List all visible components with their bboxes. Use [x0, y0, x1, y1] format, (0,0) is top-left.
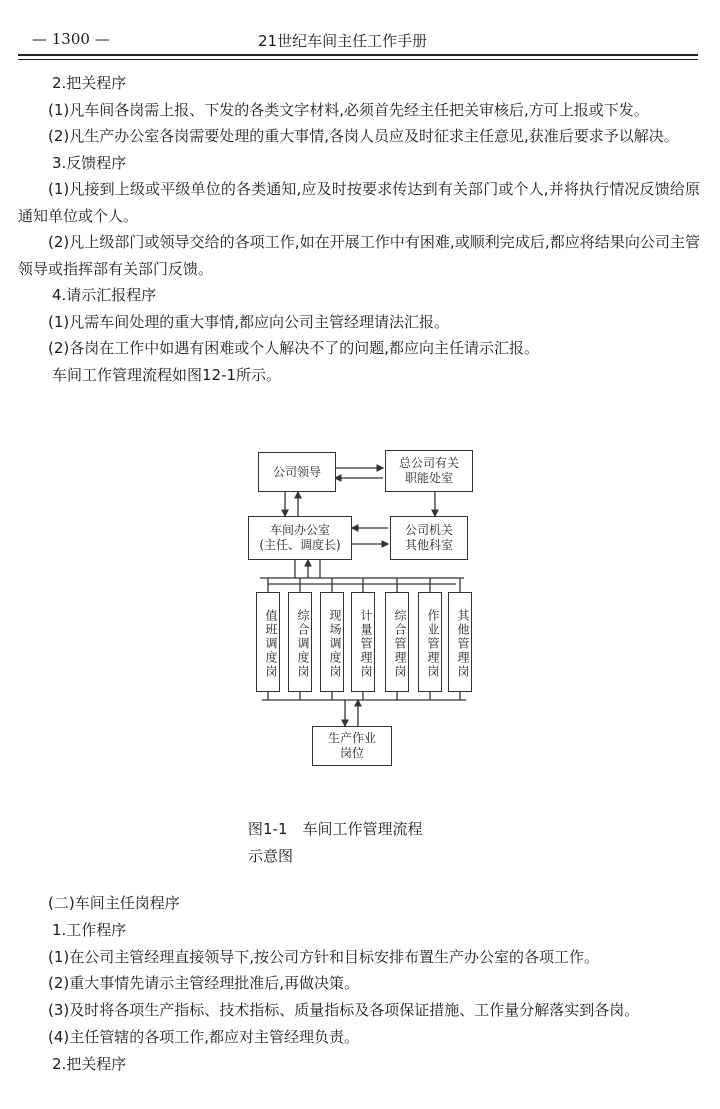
body-section-a — [18, 70, 700, 388]
paragraph: (二)车间主任岗程序 — [48, 894, 180, 912]
node-hq-departments — [385, 450, 473, 492]
header-rule-thin — [18, 59, 698, 60]
page-number: — 1300 — — [32, 30, 110, 48]
node-company-leadership: 公司领导 — [258, 452, 336, 492]
node-post: 其他管理岗 — [448, 592, 472, 692]
paragraph: 车间工作管理流程如图12-1所示。 — [52, 365, 282, 384]
node-production-posts-line2: 岗位 — [339, 746, 364, 760]
node-post: 计量管理岗 — [351, 592, 375, 692]
paragraph: (2)重大事情先请示主管经理批准后,再做决策。 — [48, 974, 360, 993]
paragraph: (1)在公司主管经理直接领导下,按公司方针和目标安排布置生产办公室的各项工作。 — [48, 947, 600, 966]
node-production-posts-line1: 生产作业 — [327, 731, 376, 745]
paragraph: (4)主任管辖的各项工作,都应对主管经理负责。 — [48, 1027, 360, 1046]
figure-caption-line2: 示意图 — [248, 847, 294, 865]
paragraph: 2.把关程序 — [52, 74, 127, 92]
node-hq-departments-label: 总公司有关职能处室 — [398, 456, 459, 485]
paragraph: (1)凡需车间处理的重大事情,都应向公司主管经理请法汇报。 — [48, 312, 450, 331]
node-workshop-office — [248, 516, 352, 560]
node-post: 作业管理岗 — [418, 592, 442, 692]
node-post: 现场调度岗 — [320, 592, 344, 692]
paragraph: (2)凡上级部门或领导交给的各项工作,如在开展工作中有困难,或顺利完成后,都应将结果向公司主管领导或指挥部有关部门反馈。 — [18, 233, 700, 278]
paragraph: (1)凡车间各岗需上报、下发的各类文字材料,必须首先经主任把关审核后,方可上报或下发。 — [48, 100, 649, 119]
node-post: 值班调度岗 — [256, 592, 280, 692]
book-title: 21世纪车间主任工作手册 — [258, 32, 428, 50]
node-post: 综合调度岗 — [288, 592, 312, 692]
paragraph: 1.工作程序 — [52, 920, 127, 939]
paragraph: 2.把关程序 — [52, 1054, 127, 1073]
node-other-departments-line2: 其他科室 — [404, 538, 453, 552]
paragraph: 4.请示汇报程序 — [52, 286, 157, 304]
figure-caption — [248, 816, 488, 870]
header-rule-thick — [18, 54, 698, 56]
body-section-b — [18, 890, 700, 1078]
paragraph: (3)及时将各项生产指标、技术指标、质量指标及各项保证措施、工作量分解落实到各岗。 — [48, 1001, 640, 1020]
paragraph: 3.反馈程序 — [52, 153, 127, 172]
node-post: 综合管理岗 — [385, 592, 409, 692]
figure-caption-line1: 图1-1 车间工作管理流程 — [248, 820, 423, 838]
node-other-departments-line1: 公司机关 — [404, 523, 453, 537]
flow-diagram — [240, 440, 480, 770]
paragraph: (2)凡生产办公室各岗需要处理的重大事情,各岗人员应及时征求主任意见,获准后要求予以解决。 — [48, 127, 679, 145]
paragraph: (2)各岗在工作中如遇有困难或个人解决不了的问题,都应向主任请示汇报。 — [48, 339, 540, 357]
node-production-posts — [312, 726, 392, 766]
node-workshop-office-line2: (主任、调度长) — [259, 538, 341, 552]
node-other-departments — [390, 516, 468, 560]
paragraph: (1)凡接到上级或平级单位的各类通知,应及时按要求传达到有关部门或个人,并将执行情况反馈给原通知单位或个人。 — [18, 180, 700, 225]
node-workshop-office-line1: 车间办公室 — [269, 523, 330, 537]
running-header — [18, 30, 698, 52]
